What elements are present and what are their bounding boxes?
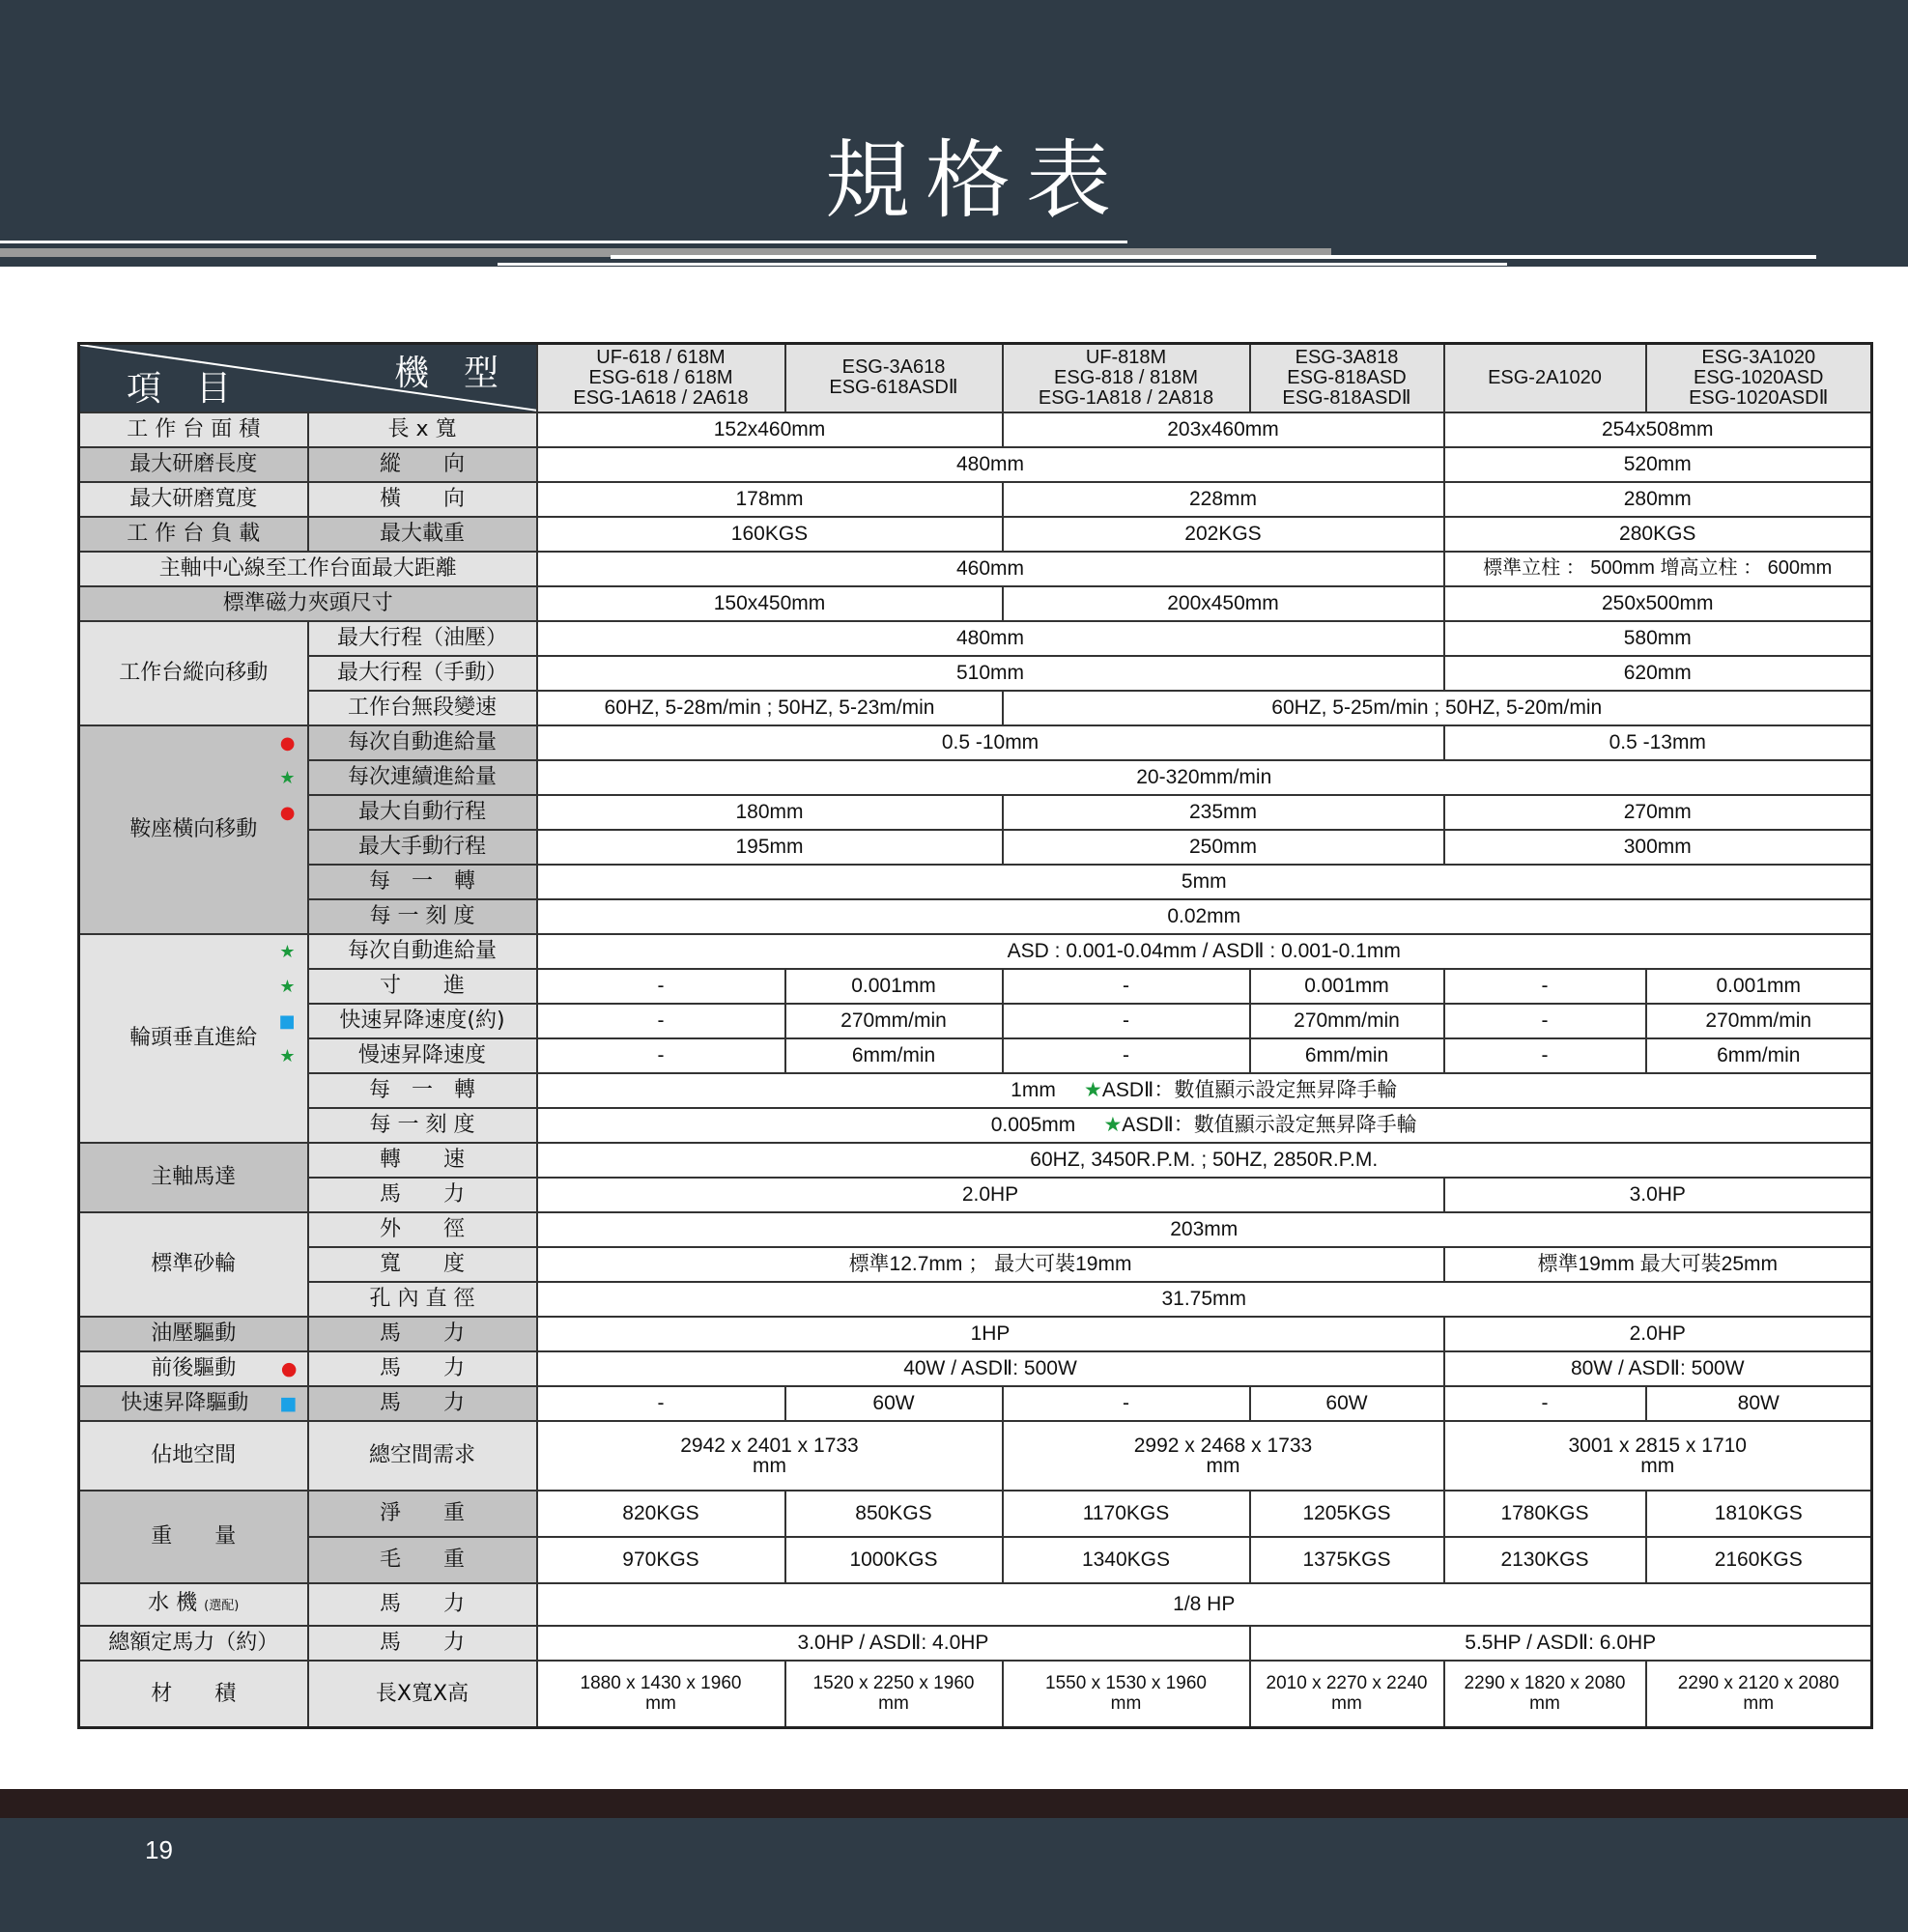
page-footer [0, 1818, 1908, 1932]
row-label: 總額定馬力（約） [79, 1626, 308, 1661]
spec-value: 480mm [537, 447, 1444, 482]
row-sublabel: 最大自動行程 [308, 795, 537, 830]
row-label [79, 1351, 308, 1386]
table-row [79, 1108, 1872, 1143]
table-row [79, 552, 1872, 586]
spec-value: 2.0HP [537, 1178, 1444, 1212]
spec-value: 60HZ, 5-25m/min ; 50HZ, 5-20m/min [1003, 691, 1872, 725]
header-row [79, 344, 1872, 412]
spec-value: - [1003, 969, 1250, 1004]
table-row [79, 899, 1872, 934]
model-header: ESG-3A818 ESG-818ASD ESG-818ASDⅡ [1250, 344, 1444, 412]
row-sublabel: 快速昇降速度(約) [308, 1004, 537, 1038]
group-label [79, 934, 308, 1143]
spec-value: 80W [1646, 1386, 1872, 1421]
row-sublabel: 每 一 轉 [308, 1073, 537, 1108]
row-sublabel: 淨 重 [308, 1491, 537, 1537]
spec-value: 1HP [537, 1317, 1444, 1351]
table-row [79, 1143, 1872, 1178]
spec-value: 1375KGS [1250, 1537, 1444, 1583]
spec-value: 6mm/min [785, 1038, 1003, 1073]
spec-value: 235mm [1003, 795, 1444, 830]
group-label [79, 725, 308, 934]
table-row [79, 725, 1872, 760]
spec-value: - [537, 1004, 785, 1038]
spec-value: 510mm [537, 656, 1444, 691]
spec-value: 520mm [1444, 447, 1872, 482]
row-sublabel: 最大行程（油壓） [308, 621, 537, 656]
row-sublabel: 每次自動進給量 [308, 725, 537, 760]
value-text: 0.005mm [990, 1114, 1076, 1136]
spec-value: 300mm [1444, 830, 1872, 865]
model-header: ESG-3A618 ESG-618ASDⅡ [785, 344, 1003, 412]
page-number: 19 [145, 1835, 173, 1864]
spec-value: 160KGS [537, 517, 1003, 552]
spec-value: 1780KGS [1444, 1491, 1646, 1537]
table-row [79, 830, 1872, 865]
spec-value: 203mm [537, 1212, 1872, 1247]
corner-item-label: 項 目 [127, 369, 232, 409]
table-row [79, 656, 1872, 691]
row-label: 最大研磨寬度 [79, 482, 308, 517]
row-sublabel: 每 一 刻 度 [308, 899, 537, 934]
spec-value: 標準12.7mm ； 最大可裝19mm [537, 1247, 1444, 1282]
spec-value: - [1444, 1004, 1646, 1038]
row-sublabel: 馬 力 [308, 1317, 537, 1351]
spec-value: 254x508mm [1444, 412, 1872, 447]
corner-model-label: 機 型 [394, 354, 499, 393]
table-row [79, 934, 1872, 969]
spec-value: - [1003, 1038, 1250, 1073]
spec-value: 970KGS [537, 1537, 785, 1583]
spec-value: 270mm/min [1646, 1004, 1872, 1038]
spec-value: 480mm [537, 621, 1444, 656]
spec-value: 0.5 -13mm [1444, 725, 1872, 760]
spec-value: 1000KGS [785, 1537, 1003, 1583]
header-corner [79, 344, 537, 412]
spec-value: 202KGS [1003, 517, 1444, 552]
row-label: 最大研磨長度 [79, 447, 308, 482]
spec-value: 60HZ, 5-28m/min ; 50HZ, 5-23m/min [537, 691, 1003, 725]
row-label: 工 作 台 負 載 [79, 517, 308, 552]
row-label: 佔地空間 [79, 1421, 308, 1491]
table-row [79, 1583, 1872, 1626]
group-label: 重 量 [79, 1491, 308, 1583]
row-label-note: (選配) [204, 1598, 240, 1613]
spec-value: 2130KGS [1444, 1537, 1646, 1583]
spec-value: 60W [1250, 1386, 1444, 1421]
row-label: 工 作 台 面 積 [79, 412, 308, 447]
page-title: 規格表 [824, 130, 1126, 230]
spec-value: 2290 x 1820 x 2080 mm [1444, 1661, 1646, 1728]
table-row [79, 1491, 1872, 1537]
row-sublabel: 最大載重 [308, 517, 537, 552]
spec-value: 150x450mm [537, 586, 1003, 621]
row-sublabel: 最大行程（手動） [308, 656, 537, 691]
table-row [79, 482, 1872, 517]
spec-value: 1340KGS [1003, 1537, 1250, 1583]
footer-strip [0, 1789, 1908, 1818]
table-row [79, 1661, 1872, 1728]
spec-value: 200x450mm [1003, 586, 1444, 621]
row-label: 材 積 [79, 1661, 308, 1728]
spec-value: 0.001mm [1646, 969, 1872, 1004]
spec-value: 20-320mm/min [537, 760, 1872, 795]
spec-value: 1550 x 1530 x 1960 mm [1003, 1661, 1250, 1728]
row-sublabel: 每次自動進給量 [308, 934, 537, 969]
spec-value: 1520 x 2250 x 1960 mm [785, 1661, 1003, 1728]
spec-value: 460mm [537, 552, 1444, 586]
spec-value: 2942 x 2401 x 1733 mm [537, 1421, 1003, 1491]
row-sublabel: 每 一 轉 [308, 865, 537, 899]
spec-value: 280mm [1444, 482, 1872, 517]
spec-value: 1/8 HP [537, 1583, 1872, 1626]
spec-value: 250x500mm [1444, 586, 1872, 621]
spec-value: 3.0HP [1444, 1178, 1872, 1212]
spec-value: - [1444, 1038, 1646, 1073]
row-sublabel: 外 徑 [308, 1212, 537, 1247]
spec-value: ASD : 0.001-0.04mm / ASDⅡ : 0.001-0.1mm [537, 934, 1872, 969]
star-icon: ★ [279, 1045, 296, 1066]
spec-value: 270mm/min [1250, 1004, 1444, 1038]
table-row [79, 447, 1872, 482]
spec-value: 820KGS [537, 1491, 785, 1537]
spec-value: 580mm [1444, 621, 1872, 656]
row-sublabel: 縱 向 [308, 447, 537, 482]
spec-value: 228mm [1003, 482, 1444, 517]
note-text: ASDⅡ：數值顯示設定無昇降手輪 [1122, 1114, 1417, 1136]
table-row [79, 691, 1872, 725]
spec-value: 31.75mm [537, 1282, 1872, 1317]
row-sublabel: 長 x 寬 [308, 412, 537, 447]
table-row [79, 1626, 1872, 1661]
spec-value: 標準19mm 最大可裝25mm [1444, 1247, 1872, 1282]
row-sublabel: 轉 速 [308, 1143, 537, 1178]
spec-value: 203x460mm [1003, 412, 1444, 447]
table-row [79, 795, 1872, 830]
header-rule [498, 263, 1507, 266]
row-sublabel: 馬 力 [308, 1178, 537, 1212]
spec-value: 40W / ASDⅡ: 500W [537, 1351, 1444, 1386]
row-sublabel: 橫 向 [308, 482, 537, 517]
table-row [79, 865, 1872, 899]
table-row [79, 1212, 1872, 1247]
spec-value: 178mm [537, 482, 1003, 517]
group-label: 標準砂輪 [79, 1212, 308, 1317]
table-row [79, 1386, 1872, 1421]
group-label-text: 輪頭垂直進給 [129, 1026, 258, 1050]
spec-value: 2290 x 2120 x 2080 mm [1646, 1661, 1872, 1728]
spec-value: 2992 x 2468 x 1733 mm [1003, 1421, 1444, 1491]
spec-value: 180mm [537, 795, 1003, 830]
spec-value: 2160KGS [1646, 1537, 1872, 1583]
spec-value: - [1003, 1386, 1250, 1421]
row-label [79, 1583, 308, 1626]
spec-value: 標準立柱 ： 500mm 增高立柱 ： 600mm [1444, 552, 1872, 586]
table-row [79, 517, 1872, 552]
header-rule [611, 255, 1816, 259]
row-sublabel: 工作台無段變速 [308, 691, 537, 725]
spec-value: 270mm [1444, 795, 1872, 830]
group-label-text: 鞍座橫向移動 [129, 817, 258, 841]
model-header: UF-618 / 618M ESG-618 / 618M ESG-1A618 / 2A618 [537, 344, 785, 412]
row-sublabel: 每 一 刻 度 [308, 1108, 537, 1143]
row-sublabel: 長X寬X高 [308, 1661, 537, 1728]
row-label: 主軸中心線至工作台面最大距離 [79, 552, 537, 586]
model-header: ESG-2A1020 [1444, 344, 1646, 412]
row-sublabel: 毛 重 [308, 1537, 537, 1583]
spec-value: 5.5HP / ASDⅡ: 6.0HP [1250, 1626, 1872, 1661]
table-row [79, 1038, 1872, 1073]
spec-value: 60W [785, 1386, 1003, 1421]
spec-value: 850KGS [785, 1491, 1003, 1537]
page-header [0, 0, 1908, 267]
group-label: 工作台縱向移動 [79, 621, 308, 725]
spec-value: 1170KGS [1003, 1491, 1250, 1537]
spec-value: 5mm [537, 865, 1872, 899]
star-icon: ★ [279, 976, 296, 997]
spec-value: 1810KGS [1646, 1491, 1872, 1537]
value-text: 1mm [1011, 1079, 1056, 1101]
spec-value: 80W / ASDⅡ: 500W [1444, 1351, 1872, 1386]
row-sublabel: 總空間需求 [308, 1421, 537, 1491]
spec-value: 620mm [1444, 656, 1872, 691]
spec-value: - [1444, 1386, 1646, 1421]
note-text: ASDⅡ：數值顯示設定無昇降手輪 [1101, 1079, 1398, 1101]
star-icon: ★ [1103, 1114, 1123, 1136]
row-sublabel: 馬 力 [308, 1351, 537, 1386]
table-row [79, 412, 1872, 447]
spec-value: 280KGS [1444, 517, 1872, 552]
row-sublabel: 寬 度 [308, 1247, 537, 1282]
table-row [79, 1351, 1872, 1386]
spec-value: 3.0HP / ASDⅡ: 4.0HP [537, 1626, 1250, 1661]
table-row [79, 1537, 1872, 1583]
row-sublabel: 最大手動行程 [308, 830, 537, 865]
table-row [79, 760, 1872, 795]
row-label: 標準磁力夾頭尺寸 [79, 586, 537, 621]
table-row [79, 1317, 1872, 1351]
spec-value: 3001 x 2815 x 1710 mm [1444, 1421, 1872, 1491]
row-label-text: 快速昇降驅動 [121, 1391, 249, 1415]
row-sublabel: 慢速昇降速度 [308, 1038, 537, 1073]
table-row [79, 1421, 1872, 1491]
model-header: ESG-3A1020 ESG-1020ASD ESG-1020ASDⅡ [1646, 344, 1872, 412]
star-icon: ★ [279, 767, 296, 788]
spec-value: - [537, 1386, 785, 1421]
spec-value: - [1444, 969, 1646, 1004]
spec-value: 0.001mm [785, 969, 1003, 1004]
red-dot-icon: ● [280, 1357, 298, 1379]
spec-value: 6mm/min [1646, 1038, 1872, 1073]
spec-value: 1205KGS [1250, 1491, 1444, 1537]
table-row [79, 1282, 1872, 1317]
spec-value: 1880 x 1430 x 1960 mm [537, 1661, 785, 1728]
table-row [79, 1073, 1872, 1108]
row-sublabel: 馬 力 [308, 1626, 537, 1661]
spec-value: - [1003, 1004, 1250, 1038]
spec-table [77, 342, 1873, 1729]
spec-value: - [537, 1038, 785, 1073]
table-row [79, 621, 1872, 656]
spec-value: - [537, 969, 785, 1004]
spec-value: 250mm [1003, 830, 1444, 865]
model-header: UF-818M ESG-818 / 818M ESG-1A818 / 2A818 [1003, 344, 1250, 412]
row-sublabel: 寸 進 [308, 969, 537, 1004]
table-row [79, 1178, 1872, 1212]
row-label-text: 水 機 [148, 1590, 198, 1615]
blue-square-icon: ■ [278, 1010, 296, 1032]
header-rule [0, 241, 1127, 243]
red-dot-icon: ● [279, 732, 296, 753]
spec-value: 0.02mm [537, 899, 1872, 934]
table-row [79, 1247, 1872, 1282]
table-row [79, 969, 1872, 1004]
spec-value: 0.001mm [1250, 969, 1444, 1004]
spec-value: 2010 x 2270 x 2240 mm [1250, 1661, 1444, 1728]
star-icon: ★ [1084, 1079, 1102, 1101]
spec-value: 60HZ, 3450R.P.M. ; 50HZ, 2850R.P.M. [537, 1143, 1872, 1178]
row-label-text: 前後驅動 [151, 1356, 237, 1380]
group-label: 主軸馬達 [79, 1143, 308, 1212]
row-sublabel: 馬 力 [308, 1583, 537, 1626]
spec-value: 6mm/min [1250, 1038, 1444, 1073]
spec-value [537, 1073, 1872, 1108]
row-sublabel: 馬 力 [308, 1386, 537, 1421]
red-dot-icon: ● [279, 802, 296, 823]
star-icon: ★ [279, 941, 296, 962]
spec-value: 0.5 -10mm [537, 725, 1444, 760]
table-row [79, 586, 1872, 621]
spec-value: 270mm/min [785, 1004, 1003, 1038]
row-label: 油壓驅動 [79, 1317, 308, 1351]
row-sublabel: 每次連續進給量 [308, 760, 537, 795]
spec-value: 152x460mm [537, 412, 1003, 447]
spec-value: 2.0HP [1444, 1317, 1872, 1351]
spec-value: 195mm [537, 830, 1003, 865]
row-sublabel: 孔 內 直 徑 [308, 1282, 537, 1317]
spec-value [537, 1108, 1872, 1143]
row-label [79, 1386, 308, 1421]
table-row [79, 1004, 1872, 1038]
blue-square-icon: ■ [279, 1392, 298, 1414]
